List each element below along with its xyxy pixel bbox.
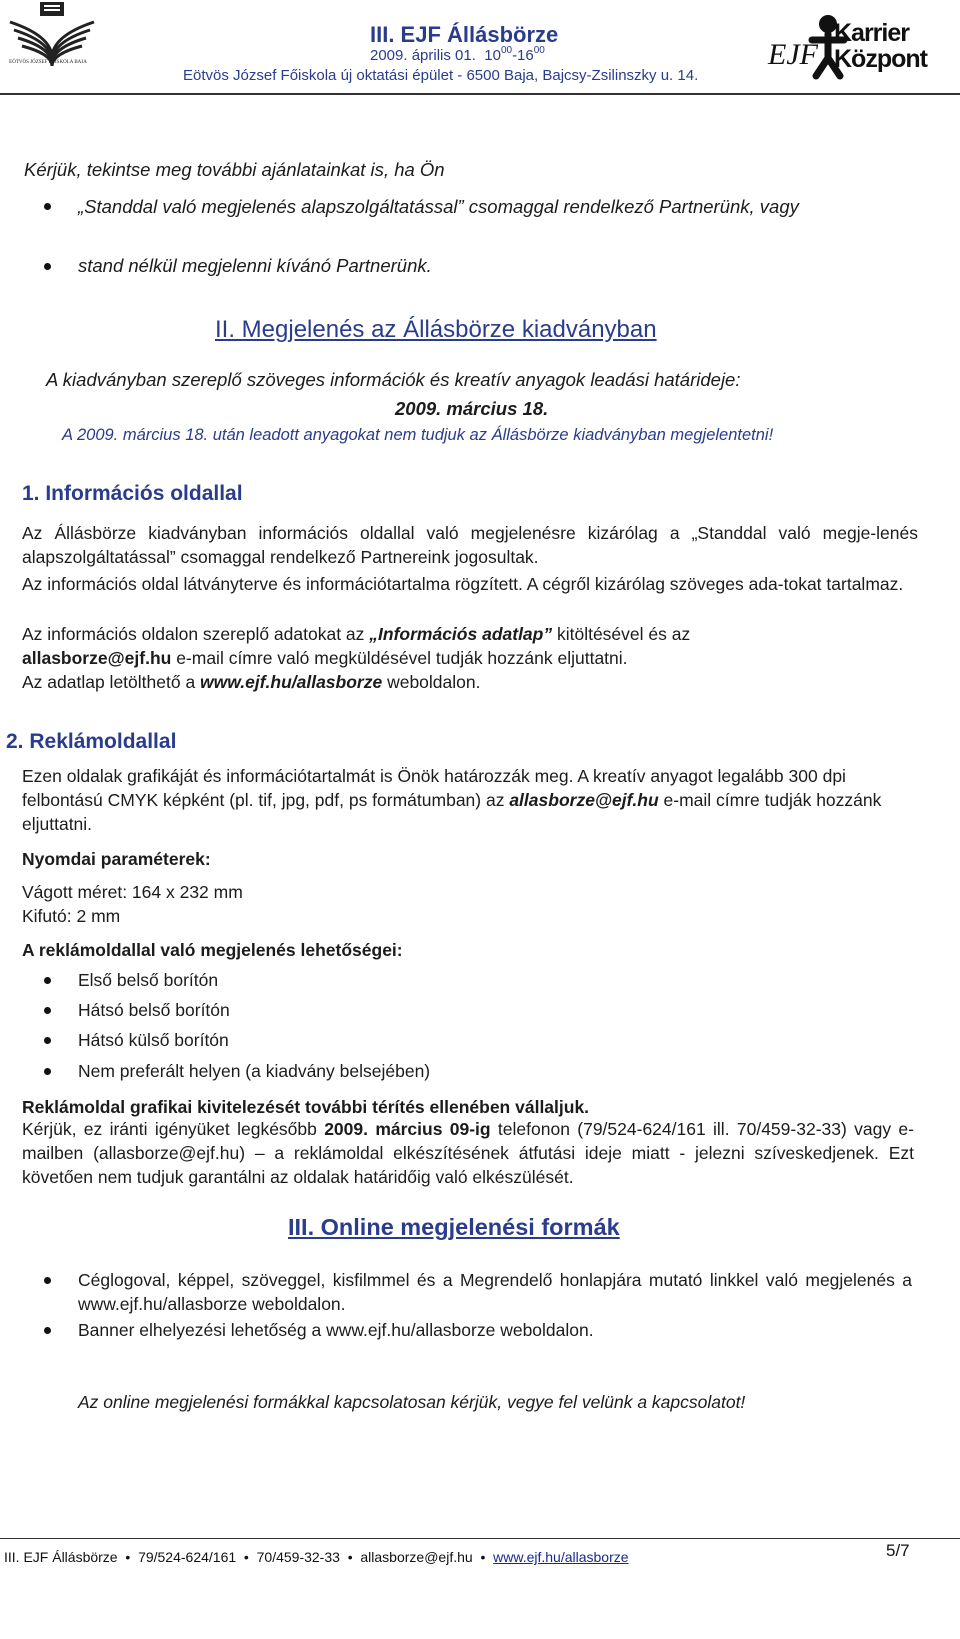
event-time-start-sup: 00 [500, 45, 513, 56]
footer-sep: • [343, 1549, 357, 1565]
logo-left-text: EÖTVÖS JÓZSEF FŐISKOLA BAJA [9, 60, 87, 65]
ad-page-title: 2. Reklámoldallal [6, 730, 177, 753]
logo-right-ejf: EJF [768, 38, 818, 71]
event-time-sep: -16 [512, 47, 534, 64]
footer-event: III. EJF Állásbörze [4, 1549, 118, 1565]
notice-date: 2009. március 09-ig [324, 1119, 491, 1139]
options-title: A reklámoldallal való megjelenés lehetőségei: [22, 940, 403, 960]
footer-phone-1: 79/524-624/161 [138, 1549, 237, 1565]
deadline-date: 2009. március 18. [395, 398, 549, 419]
deadline-line-1: A kiadványban szereplő szöveges információk és kreatív anyagok leadási határideje: [46, 369, 741, 390]
header-divider [0, 93, 960, 95]
info-page-p3-e: weboldalon. [382, 672, 481, 692]
footer-email[interactable]: allasborze@ejf.hu [360, 1549, 473, 1565]
page-number: 5/7 [886, 1541, 910, 1560]
bullet-dot [44, 1068, 51, 1075]
option-item: Első belső borítón [78, 970, 219, 990]
event-time-start: 10 [484, 47, 501, 64]
bullet-dot [44, 1327, 51, 1334]
bullet-dot [44, 1037, 51, 1044]
footer [4, 1549, 924, 1565]
event-date-day: 2009. április 01. [370, 47, 476, 64]
section-2-title: II. Megjelenés az Állásbörze kiadványban [215, 316, 657, 343]
info-page-p3-b: kitöltésével és az [552, 624, 691, 644]
bullet-dot [44, 977, 51, 984]
event-time-end-sup: 00 [533, 45, 545, 56]
info-page-title: 1. Információs oldallal [22, 482, 243, 505]
footer-sep: • [240, 1549, 253, 1565]
event-date [370, 47, 545, 64]
footer-phone-2: 70/459-32-33 [256, 1549, 340, 1565]
info-page-p2: Az információs oldal látványterve és információtartalma rögzített. A cégről kizárólag szöveges ada-tokat tartalmaz. [22, 574, 904, 594]
ad-page-p1-b: e-mail címre tudják hozzánk eljuttatni. [22, 790, 882, 834]
bullet-dot [44, 203, 51, 210]
section-3-title: III. Online megjelenési formák [288, 1214, 620, 1240]
bleed: Kifutó: 2 mm [22, 906, 121, 926]
info-page-p3-c: e-mail címre való megküldésével tudják hozzánk eljuttatni. [171, 648, 628, 668]
notice-text [22, 1117, 914, 1189]
ad-email-link[interactable]: allasborze@ejf.hu [509, 790, 659, 810]
logo-right-text: Karrier Központ [834, 19, 927, 73]
cut-size: Vágott méret: 164 x 232 mm [22, 882, 243, 902]
footer-sep: • [121, 1549, 135, 1565]
online-bullet-1: Céglogoval, képpel, szöveggel, kisfilmmel és a Megrendelő honlapjára mutató linkkel való megjelenés a www.ejf.hu/allasborze weboldalon. [78, 1270, 912, 1314]
print-params-title: Nyomdai paraméterek: [22, 849, 211, 869]
info-page-p1: Az Állásbörze kiadványban információs oldallal való megjelenésre kizárólag a „Standdal való megje-lenés alapszolgáltatással” csomaggal rendelkező Partnereink jogosultak. [22, 523, 918, 567]
notice-a: Kérjük, ez iránti igényüket legkésőbb [22, 1119, 325, 1139]
info-email-link[interactable]: allasborze@ejf.hu [22, 648, 172, 668]
option-item: Nem preferált helyen (a kiadvány belsejében) [78, 1061, 431, 1081]
online-bullet-2: Banner elhelyezési lehetőség a www.ejf.hu/allasborze weboldalon. [78, 1320, 594, 1340]
event-location: Eötvös József Főiskola új oktatási épület - 6500 Baja, Bajcsy-Zsilinszky u. 14. [183, 67, 699, 84]
option-item: Hátsó belső borítón [78, 1000, 230, 1020]
footer-sep: • [476, 1549, 490, 1565]
deadline-note: A 2009. március 18. után leadott anyagokat nem tudjuk az Állásbörze kiadványban megjelentetni! [62, 426, 774, 444]
ad-page-p1-a: Ezen oldalak grafikáját és információtartalmát is Önök határozzák meg. A kreatív anyagot legalább 300 dpi felbontású CMYK képként (pl. tif, jpg, pdf, ps formátumban) az [22, 766, 846, 810]
bullet-dot [44, 263, 51, 270]
intro-bullet-2: stand nélkül megjelenni kívánó Partnerünk. [78, 255, 432, 276]
intro-bullet-1: „Standdal való megjelenés alapszolgáltatással” csomaggal rendelkező Partnerünk, vagy [78, 196, 799, 217]
footer-divider [0, 1538, 960, 1539]
event-title: III. EJF Állásbörze [370, 22, 559, 47]
online-closing: Az online megjelenési formákkal kapcsolatosan kérjük, vegye fel velünk a kapcsolatot! [78, 1392, 746, 1412]
ad-page-p1 [22, 764, 902, 836]
info-page-p3-a: Az információs oldalon szereplő adatokat az [22, 624, 370, 644]
info-web-link[interactable]: www.ejf.hu/allasborze [200, 672, 383, 692]
info-datasheet-link[interactable]: „Információs adatlap” [369, 624, 553, 644]
footer-web-link[interactable]: www.ejf.hu/allasborze [493, 1549, 629, 1565]
notice-b: telefonon (79/524-624/161 ill. 70/459-32-33) vagy e-mailben (allasborze@ejf.hu) – a reklámoldal elkészítésének átfutási ideje miatt - jelezni szíveskedjenek. Ezt követően nem tudjuk garantálni az oldalak határidőig való elkészülését. [22, 1119, 914, 1187]
bullet-dot [44, 1007, 51, 1014]
bullet-dot [44, 1277, 51, 1284]
notice-bold: Reklámoldal grafikai kivitelezését további térítés ellenében vállaljuk. [22, 1097, 590, 1117]
intro-line: Kérjük, tekintse meg további ajánlatainkat is, ha Ön [24, 159, 445, 180]
info-page-p3 [22, 622, 922, 694]
info-page-p3-d: Az adatlap letölthető a [22, 672, 201, 692]
option-item: Hátsó külső borítón [78, 1030, 229, 1050]
